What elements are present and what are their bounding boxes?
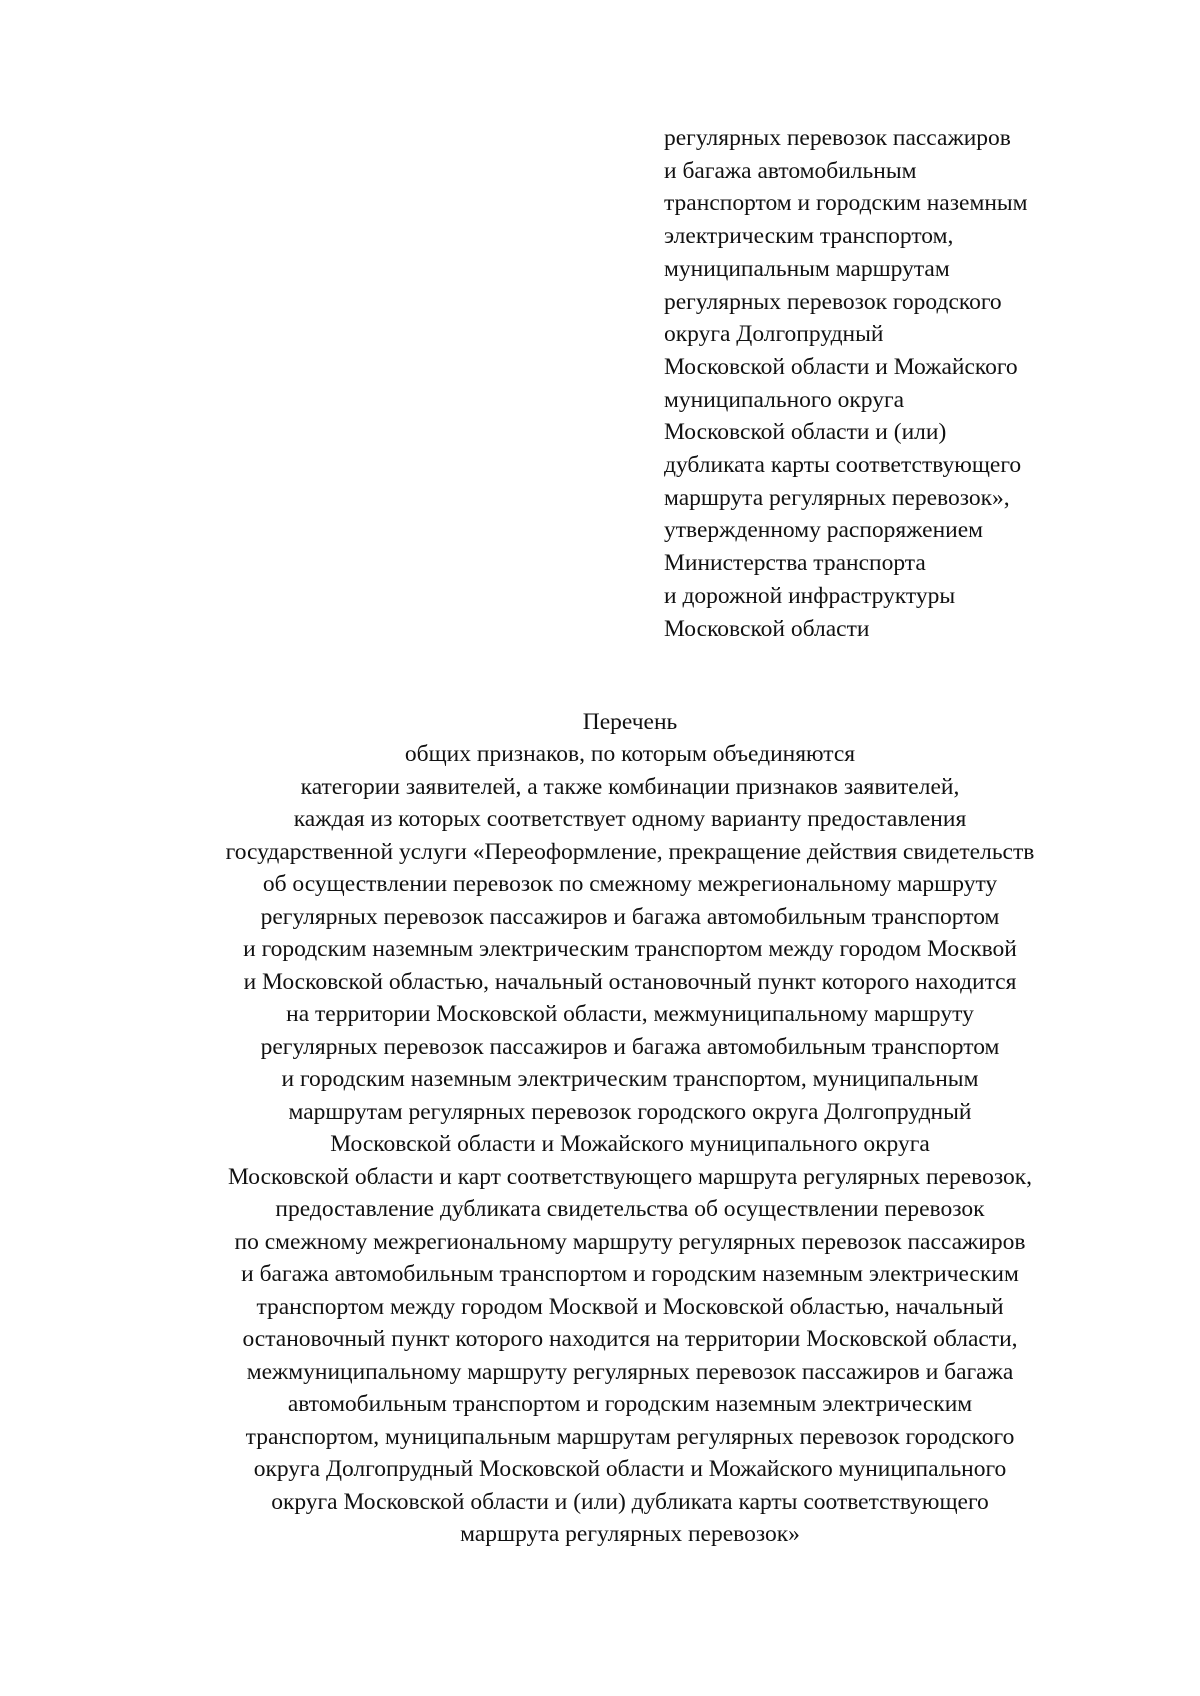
heading-line: на территории Московской области, межмуниципальному маршруту (286, 1001, 974, 1027)
heading-line: межмуниципальному маршруту регулярных перевозок пассажиров и багажа (246, 1358, 1014, 1385)
heading-line: Московской области и карт соответствующего маршрута регулярных перевозок, (227, 1163, 1033, 1190)
heading-line: остановочный пункт которого находится на территории Московской области, (242, 1326, 1018, 1352)
document-heading-text (130, 738, 1130, 1551)
heading-line: общих признаков, по которым объединяются (404, 741, 856, 767)
heading-line: категории заявителей, а также комбинации признаков заявителей, (300, 773, 960, 800)
heading-line: округа Долгопрудный Московской области и Можайского муниципального (253, 1456, 1007, 1482)
heading-line: государственной услуги «Переоформление, прекращение действия свидетельств (225, 838, 1035, 865)
heading-line: маршрута регулярных перевозок» (460, 1521, 800, 1547)
heading-line: транспортом между городом Москвой и Московской областью, начальный (256, 1293, 1004, 1320)
heading-line: предоставление дубликата свидетельства об осуществлении перевозок (275, 1196, 985, 1222)
heading-line: и городским наземным электрическим транспортом между городом Москвой (243, 936, 1017, 962)
approval-line: электрическим транспортом, (664, 223, 954, 250)
heading-line: и городским наземным электрическим транспортом, муниципальным (281, 1066, 979, 1092)
approval-line: транспортом и городским наземным (664, 190, 1028, 217)
heading-line: и Московской областью, начальный остановочный пункт которого находится (243, 968, 1017, 995)
approval-line: регулярных перевозок пассажиров (664, 125, 1011, 151)
document-title: Перечень (582, 709, 678, 735)
approval-line: муниципальным маршрутам (664, 255, 950, 282)
approval-line: Московской области и Можайского (664, 353, 1018, 380)
heading-line: каждая из которых соответствует одному варианту предоставления (293, 806, 967, 832)
heading-line: регулярных перевозок пассажиров и багажа автомобильным транспортом (260, 1033, 1000, 1060)
approval-line: Московской области (664, 615, 870, 642)
approval-line: округа Долгопрудный (664, 321, 884, 348)
heading-line: и багажа автомобильным транспортом и городским наземным электрическим (241, 1261, 1019, 1287)
approval-line: и багажа автомобильным (664, 157, 917, 184)
approval-line: утвержденному распоряжением (664, 517, 984, 544)
approval-line: маршрута регулярных перевозок», (664, 484, 1010, 511)
heading-line: об осуществлении перевозок по смежному межрегиональному маршруту (262, 871, 998, 897)
approval-line: дубликата карты соответствующего (664, 452, 1022, 479)
approval-line: муниципального округа (664, 386, 905, 413)
heading-line: транспортом, муниципальным маршрутам регулярных перевозок городского (245, 1423, 1015, 1450)
approval-line: Московской области и (или) (664, 419, 947, 446)
heading-line: округа Московской области и (или) дубликата карты соответствующего (271, 1488, 989, 1515)
heading-line: автомобильным транспортом и городским наземным электрическим (287, 1391, 973, 1417)
heading-line: по смежному межрегиональному маршруту регулярных перевозок пассажиров (234, 1228, 1026, 1255)
approval-line: регулярных перевозок городского (664, 288, 1002, 315)
heading-line: регулярных перевозок пассажиров и багажа автомобильным транспортом (260, 903, 1000, 930)
heading-line: маршрутам регулярных перевозок городского округа Долгопрудный (288, 1098, 972, 1125)
approval-line: и дорожной инфраструктуры (664, 582, 956, 609)
approval-line: Министерства транспорта (664, 550, 926, 577)
heading-line: Московской области и Можайского муниципального округа (330, 1131, 930, 1157)
approval-reference-block (664, 122, 1124, 645)
